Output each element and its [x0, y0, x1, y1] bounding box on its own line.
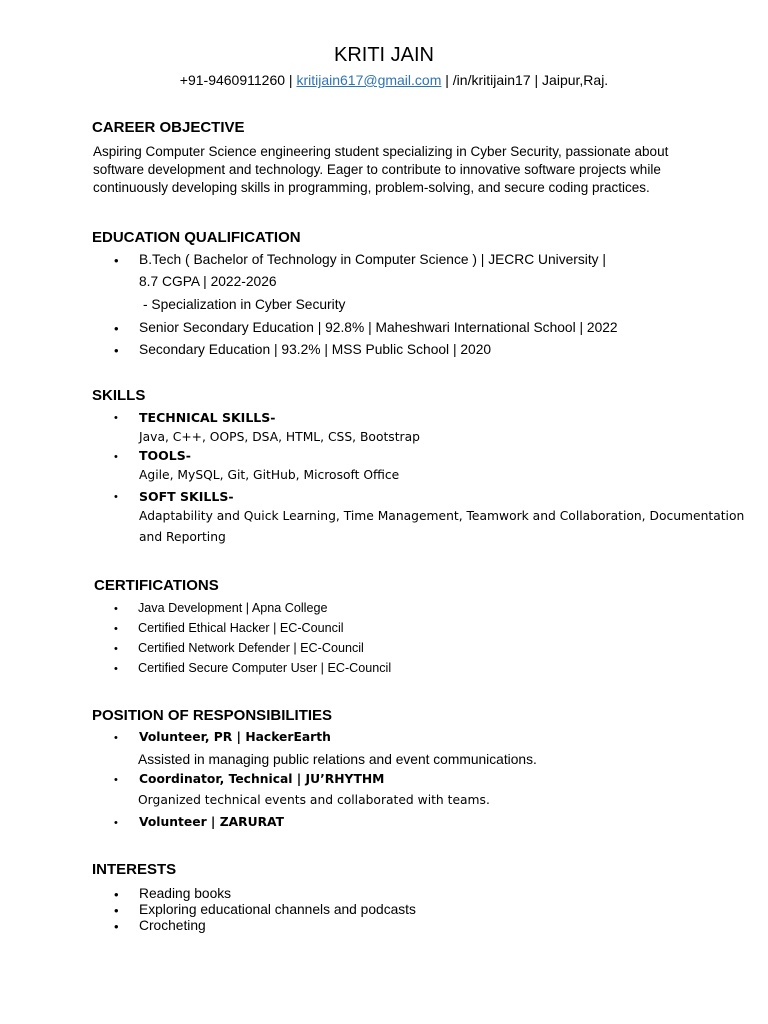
position-description: Assisted in managing public relations and event communications.	[138, 752, 537, 767]
bullet: •	[114, 451, 118, 463]
bullet: •	[114, 817, 118, 829]
tools-label: TOOLS-	[139, 448, 191, 463]
certification-item: Certified Network Defender | EC-Council	[138, 641, 364, 655]
certification-item: Certified Ethical Hacker | EC-Council	[138, 621, 344, 635]
position-description: Organized technical events and collaborated with teams.	[138, 793, 490, 807]
senior-secondary-education: Senior Secondary Education | 92.8% | Maheshwari International School | 2022	[139, 320, 618, 335]
bullet: •	[114, 343, 119, 358]
bullet: •	[114, 903, 119, 918]
linkedin-handle: /in/kritijain17	[452, 72, 531, 88]
certifications-heading: CERTIFICATIONS	[94, 577, 219, 594]
secondary-education: Secondary Education | 93.2% | MSS Public School | 2020	[139, 342, 492, 357]
bullet: •	[114, 321, 119, 336]
certification-item: Certified Secure Computer User | EC-Council	[138, 661, 392, 675]
soft-skills-value-line-1: Adaptability and Quick Learning, Time Management, Teamwork and Collaboration, Documentation	[139, 509, 745, 523]
btech-line-2: 8.7 CGPA | 2022-2026	[139, 274, 277, 289]
separator: |	[288, 72, 293, 88]
position-title: Coordinator, Technical | JU’RHYTHM	[139, 772, 385, 786]
career-line: Aspiring Computer Science engineering student specializing in Cyber Security, passionate about	[93, 144, 669, 159]
interests-heading: INTERESTS	[92, 861, 177, 878]
bullet: •	[114, 887, 119, 902]
separator: |	[445, 72, 449, 88]
bullet: •	[114, 643, 118, 655]
technical-skills-value: Java, C++, OOPS, DSA, HTML, CSS, Bootstrap	[139, 430, 420, 444]
bullet: •	[114, 663, 118, 675]
bullet: •	[114, 253, 119, 268]
bullet: •	[114, 732, 118, 744]
career-line: software development and technology. Eager to contribute to innovative software projects while	[93, 162, 661, 177]
phone-number: +91-9460911260	[179, 72, 286, 88]
interest-item: Reading books	[139, 886, 232, 901]
soft-skills-label: SOFT SKILLS-	[139, 489, 234, 504]
btech-specialization: - Specialization in Cyber Security	[143, 297, 346, 312]
technical-skills-label: TECHNICAL SKILLS-	[139, 410, 276, 425]
separator: |	[534, 72, 539, 88]
bullet: •	[114, 919, 119, 934]
certification-item: Java Development | Apna College	[138, 601, 328, 615]
career-line: continuously developing skills in programming, problem-solving, and secure coding practices.	[93, 180, 650, 195]
location: Jaipur,Raj.	[542, 72, 609, 88]
position-title: Volunteer | ZARURAT	[139, 815, 284, 829]
email-link[interactable]: kritijain617@gmail.com	[296, 72, 442, 88]
tools-value: Agile, MySQL, Git, GitHub, Microsoft Office	[139, 468, 400, 482]
education-heading: EDUCATION QUALIFICATION	[92, 229, 301, 246]
bullet: •	[114, 623, 118, 635]
interest-item: Exploring educational channels and podcasts	[139, 902, 416, 917]
candidate-name: KRITI JAIN	[333, 44, 434, 66]
bullet: •	[114, 491, 118, 503]
skills-heading: SKILLS	[92, 387, 146, 404]
bullet: •	[114, 603, 118, 615]
soft-skills-value-line-2: and Reporting	[139, 530, 226, 544]
bullet: •	[114, 412, 118, 424]
contact-line	[0, 72, 768, 89]
career-objective-text	[93, 143, 723, 197]
btech-line-1: B.Tech ( Bachelor of Technology in Computer Science ) | JECRC University |	[139, 252, 606, 267]
position-title: Volunteer, PR | HackerEarth	[139, 730, 331, 744]
bullet: •	[114, 774, 118, 786]
positions-heading: POSITION OF RESPONSIBILITIES	[92, 707, 333, 724]
career-objective-heading: CAREER OBJECTIVE	[92, 119, 245, 136]
interest-item: Crocheting	[139, 918, 206, 933]
